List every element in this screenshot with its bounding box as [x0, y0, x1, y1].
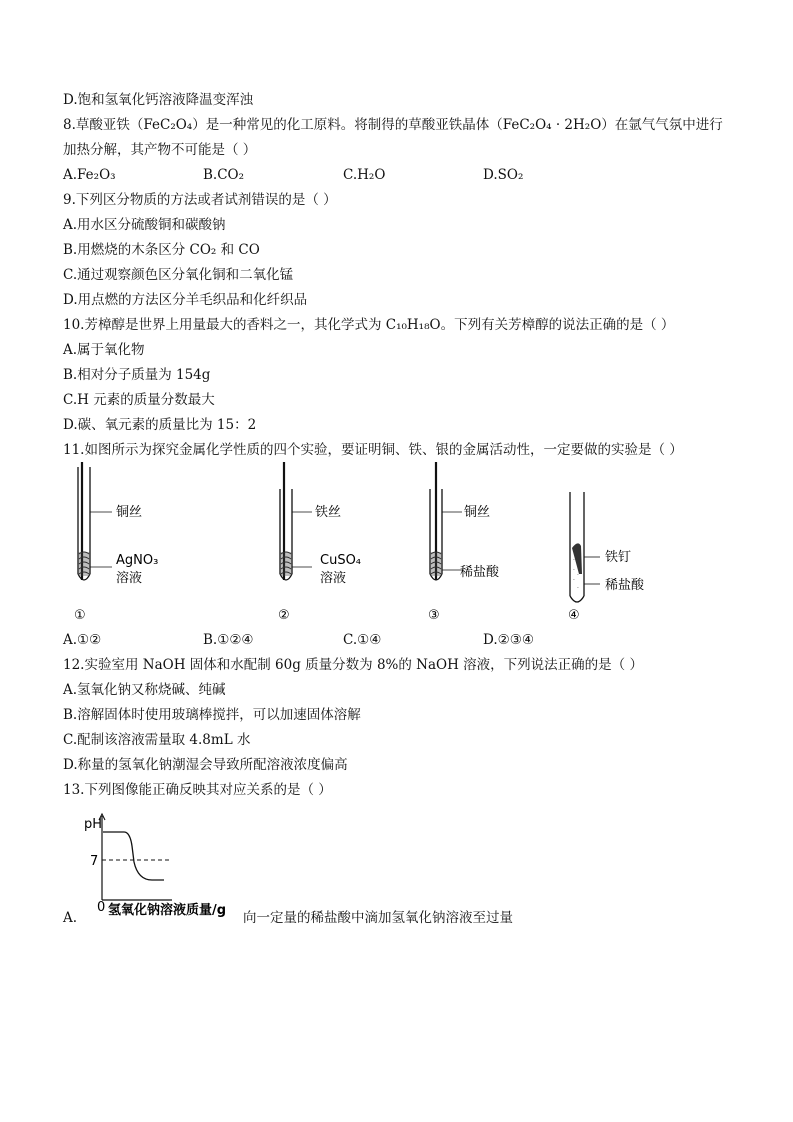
tube-4-nail-label: 铁钉	[605, 550, 632, 565]
svg-text:·: ·	[573, 557, 575, 564]
q9-stem: 9.下列区分物质的方法或者试剂错误的是（ ）	[63, 192, 337, 208]
q7-option-d: D.饱和氢氧化钙溶液降温变浑浊	[63, 92, 254, 108]
tube-3-wire-label: 铜丝	[464, 505, 491, 520]
tube-2	[278, 462, 361, 623]
svg-text:·: ·	[573, 567, 575, 574]
q8-stem-line-2: 加热分解，其产物不可能是（ ）	[63, 142, 257, 158]
q9-option-d: D.用点燃的方法区分羊毛织品和化纤织品	[63, 292, 308, 308]
tube-2-number: ②	[278, 608, 290, 623]
graph-y-label: pH	[84, 817, 103, 832]
graph-x-label: 氢氧化钠溶液质量/g	[108, 903, 227, 918]
svg-text:·: ·	[577, 572, 579, 579]
q13-option-a-letter: A.	[63, 910, 78, 926]
q11-option-b: B.①②④	[203, 632, 254, 648]
graph-y-tick-7: 7	[90, 854, 99, 869]
q8-option-a: A.Fe₂O₃	[63, 167, 116, 183]
q13-stem: 13.下列图像能正确反映其对应关系的是（ ）	[63, 782, 332, 798]
q12-option-d: D.称量的氢氧化钠潮湿会导致所配溶液浓度偏高	[63, 757, 348, 773]
q10-option-a: A.属于氧化物	[63, 342, 145, 358]
q13-option-a-desc: 向一定量的稀盐酸中滴加氢氧化钠溶液至过量	[243, 910, 513, 926]
q10-option-d: D.碳、氧元素的质量比为 15：2	[63, 417, 257, 433]
tube-3-solution-label: 稀盐酸	[460, 565, 500, 580]
q11-options	[63, 630, 763, 650]
q11-stem: 11.如图所示为探究金属化学性质的四个实验，要证明铜、铁、银的金属活动性，一定要做的实验是（ ）	[63, 442, 683, 458]
tube-2-solution-label-1: CuSO₄	[320, 553, 362, 568]
q10-stem: 10.芳樟醇是世界上用量最大的香料之一，其化学式为 C₁₀H₁₈O。下列有关芳樟醇的说法正确的是（ ）	[63, 317, 675, 333]
q11-figure	[60, 462, 700, 627]
graph-origin: 0	[97, 900, 106, 915]
tube-4	[568, 492, 645, 623]
tube-1-wire-label: 铜丝	[116, 505, 143, 520]
tube-3-number: ③	[428, 608, 440, 623]
svg-text:·: ·	[577, 585, 579, 592]
tube-1	[74, 462, 158, 623]
tube-4-number: ④	[568, 608, 580, 623]
q12-option-c: C.配制该溶液需量取 4.8mL 水	[63, 732, 251, 748]
q11-option-c: C.①④	[343, 632, 382, 648]
q8-options	[63, 165, 763, 185]
q9-option-c: C.通过观察颜色区分氧化铜和二氧化锰	[63, 267, 294, 283]
q12-stem: 12.实验室用 NaOH 固体和水配制 60g 质量分数为 8%的 NaOH 溶液，下列说法正确的是（ ）	[63, 657, 643, 673]
tube-2-solution-label-2: 溶液	[320, 571, 347, 586]
svg-text:·: ·	[573, 577, 575, 584]
q8-option-d: D.SO₂	[483, 167, 524, 183]
q8-option-c: C.H₂O	[343, 167, 386, 183]
tube-4-solution-label: 稀盐酸	[605, 578, 645, 593]
q9-option-b: B.用燃烧的木条区分 CO₂ 和 CO	[63, 242, 260, 258]
q10-option-c: C.H 元素的质量分数最大	[63, 392, 215, 408]
q9-option-a: A.用水区分硫酸铜和碳酸钠	[63, 217, 226, 233]
q8-option-b: B.CO₂	[203, 167, 245, 183]
q12-option-b: B.溶解固体时使用玻璃棒搅拌，可以加速固体溶解	[63, 707, 361, 723]
q12-option-a: A.氢氧化钠又称烧碱、纯碱	[63, 682, 226, 698]
q13-option-a-graph	[80, 808, 240, 920]
q11-option-d: D.②③④	[483, 632, 534, 648]
q8-stem-line-1: 8.草酸亚铁（FeC₂O₄）是一种常见的化工原料。将制得的草酸亚铁晶体（FeC₂O₄ · 2H₂O）在氩气气氛中进行	[63, 117, 723, 133]
q10-option-b: B.相对分子质量为 154g	[63, 367, 211, 383]
tube-2-wire-label: 铁丝	[315, 505, 342, 520]
tube-1-solution-label-1: AgNO₃	[116, 553, 159, 568]
tube-1-number: ①	[74, 608, 86, 623]
tube-3	[428, 462, 500, 623]
q11-option-a: A.①②	[63, 632, 102, 648]
tube-1-solution-label-2: 溶液	[116, 571, 143, 586]
